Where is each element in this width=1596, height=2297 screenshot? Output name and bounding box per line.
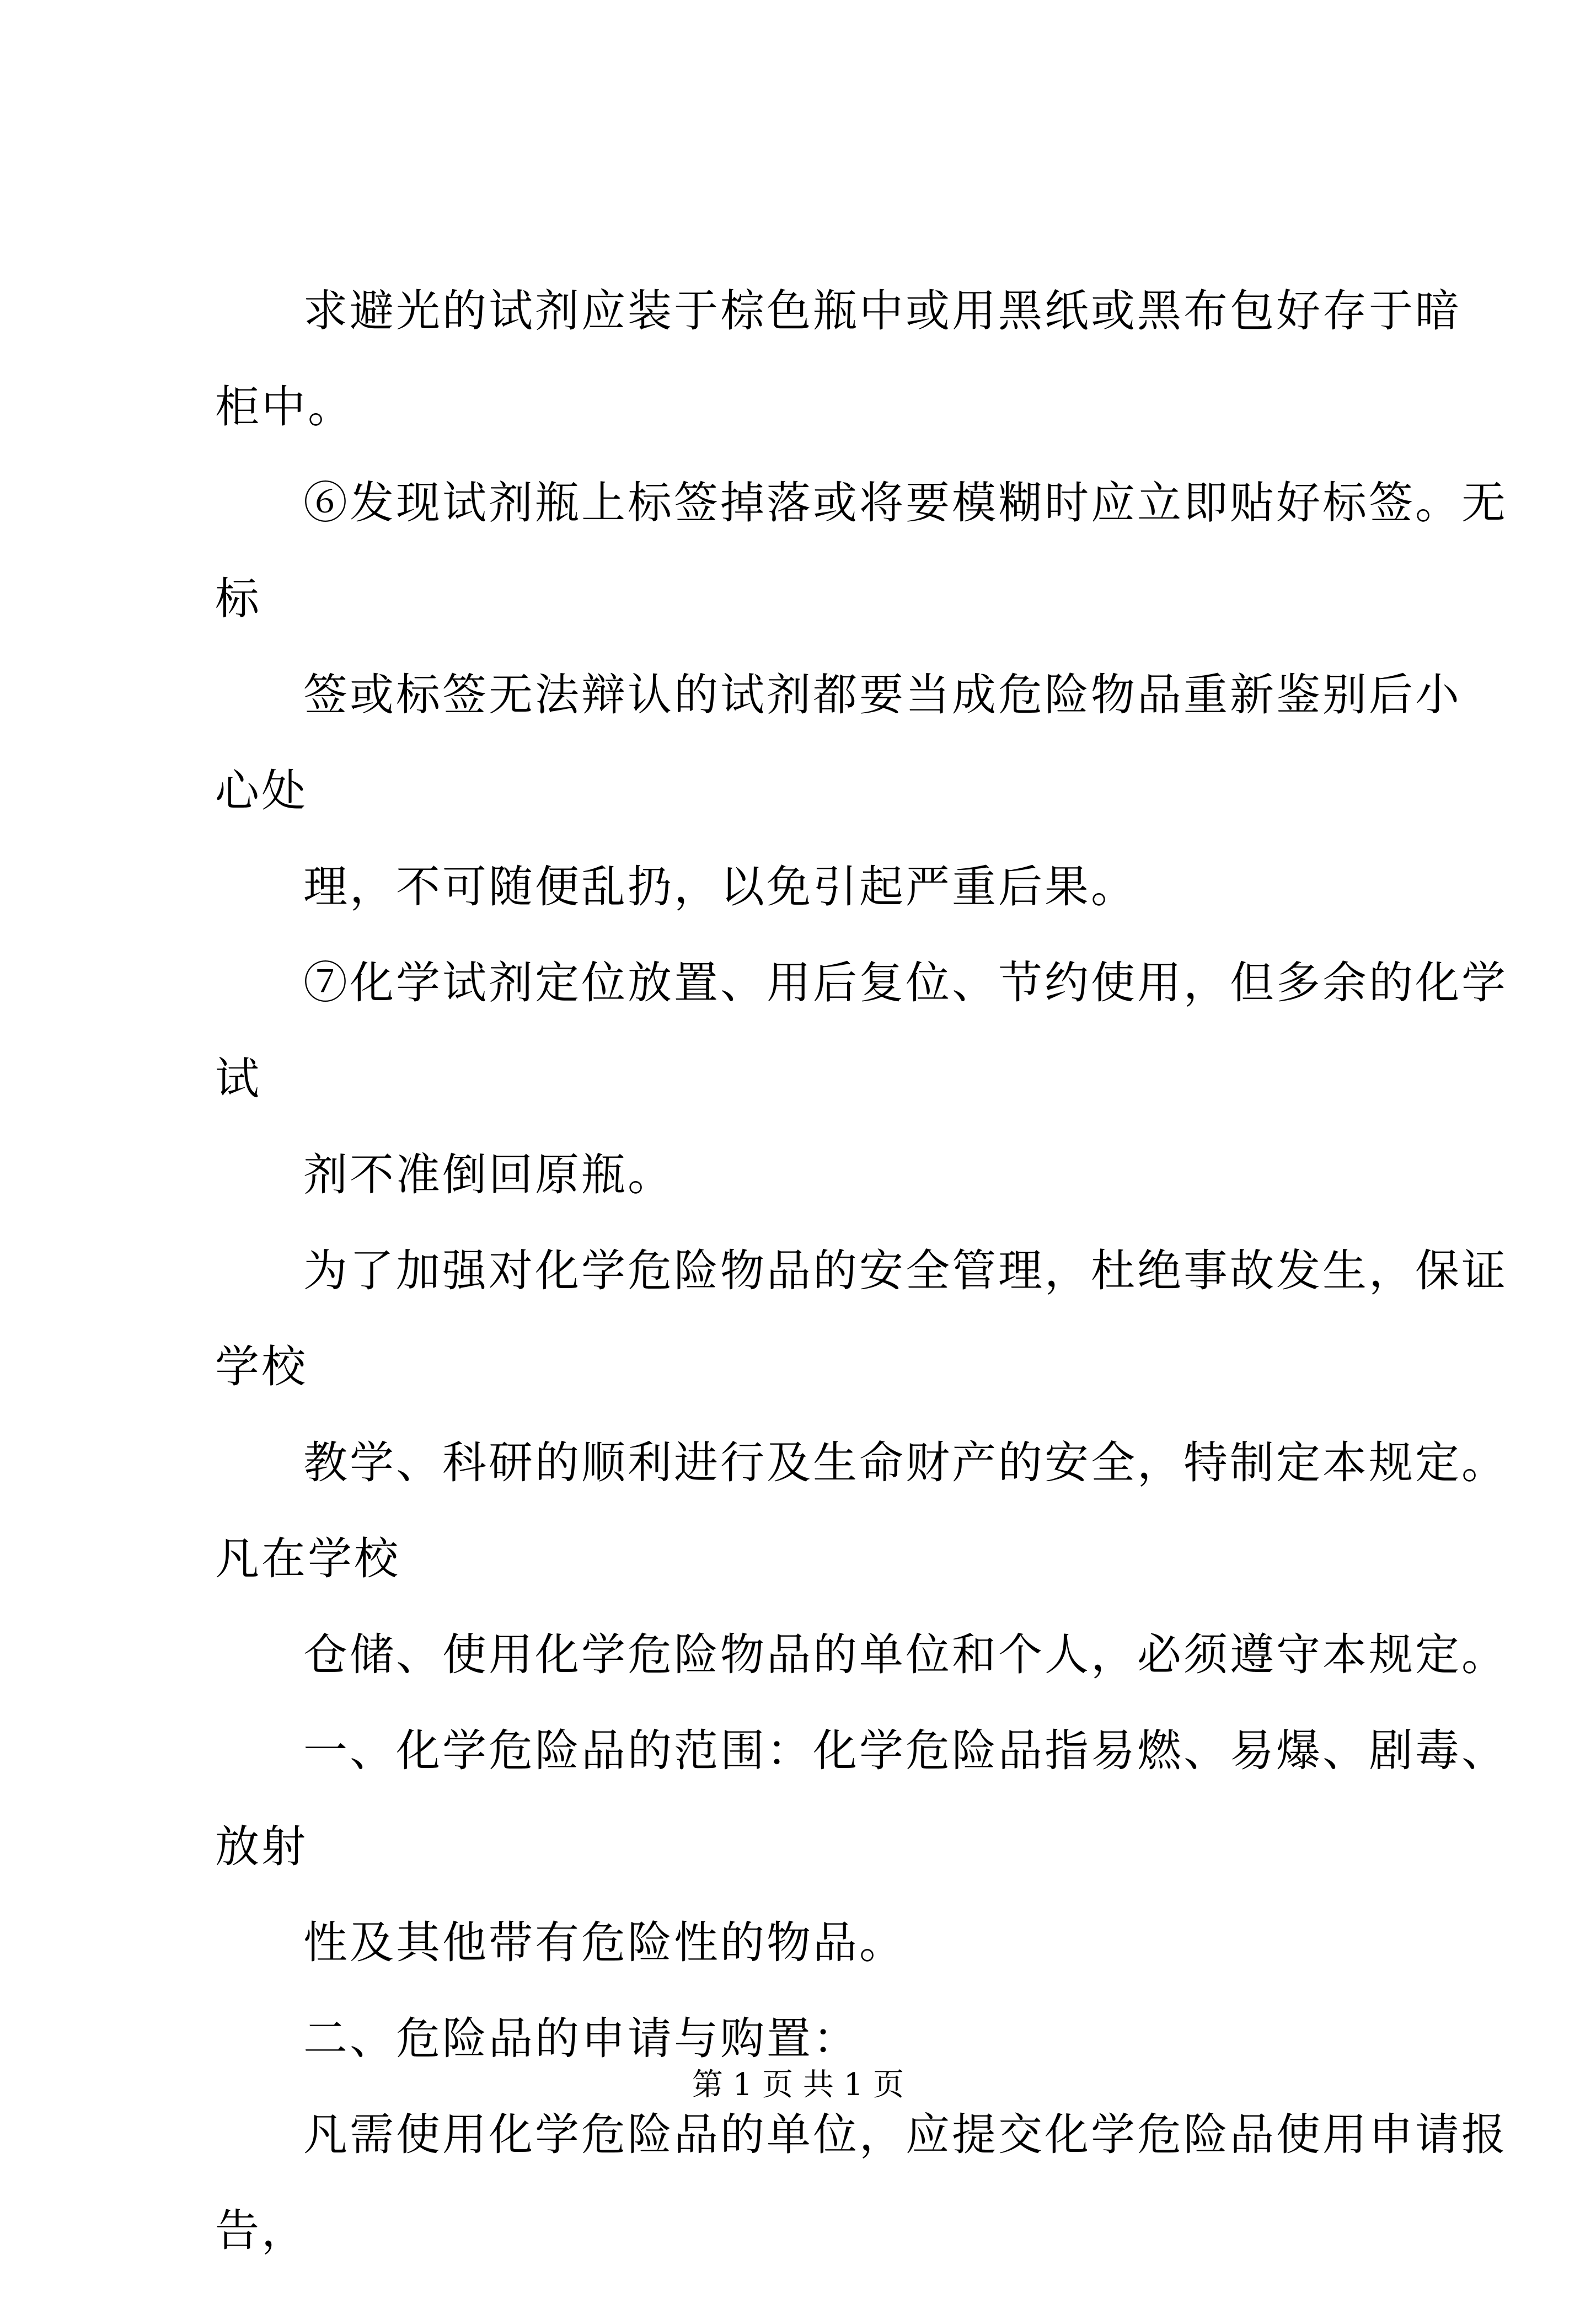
text-line: 告， bbox=[215, 2205, 308, 2256]
text-line: 仓储、使用化学危险物品的单位和个人，必须遵守本规定。 bbox=[303, 1629, 1508, 1680]
text-line: 一、化学危险品的范围：化学危险品指易燃、易爆、剧毒、 bbox=[303, 1725, 1508, 1776]
text-line: 凡需使用化学危险品的单位，应提交化学危险品使用申请报 bbox=[303, 2109, 1508, 2160]
text-line: 放射 bbox=[215, 1821, 308, 1872]
text-line: 教学、科研的顺利进行及生命财产的安全，特制定本规定。 bbox=[303, 1437, 1508, 1488]
page-number-footer: 第 1 页 共 1 页 bbox=[692, 2067, 904, 2103]
text-line: 心处 bbox=[215, 765, 308, 816]
text-line: 理，不可随便乱扔，以免引起严重后果。 bbox=[303, 861, 1137, 912]
text-line: 学校 bbox=[215, 1341, 308, 1392]
document-body bbox=[215, 281, 1508, 2297]
text-line: 柜中。 bbox=[215, 381, 354, 432]
text-line: ⑥发现试剂瓶上标签掉落或将要模糊时应立即贴好标签。无 bbox=[303, 477, 1508, 528]
text-line: 二、危险品的申请与购置： bbox=[303, 2013, 859, 2064]
text-line: 性及其他带有危险性的物品。 bbox=[303, 1917, 906, 1968]
text-line: ⑦化学试剂定位放置、用后复位、节约使用，但多余的化学 bbox=[303, 957, 1508, 1008]
text-line: 剂不准倒回原瓶。 bbox=[303, 1149, 674, 1200]
text-line: 求避光的试剂应装于棕色瓶中或用黑纸或黑布包好存于暗 bbox=[303, 285, 1461, 336]
text-line: 试 bbox=[215, 1053, 261, 1104]
text-line: 标 bbox=[215, 573, 261, 624]
text-line: 为了加强对化学危险物品的安全管理，杜绝事故发生，保证 bbox=[303, 1245, 1508, 1296]
text-line: 签或标签无法辩认的试剂都要当成危险物品重新鉴别后小 bbox=[303, 669, 1461, 720]
text-line: 凡在学校 bbox=[215, 1533, 400, 1584]
